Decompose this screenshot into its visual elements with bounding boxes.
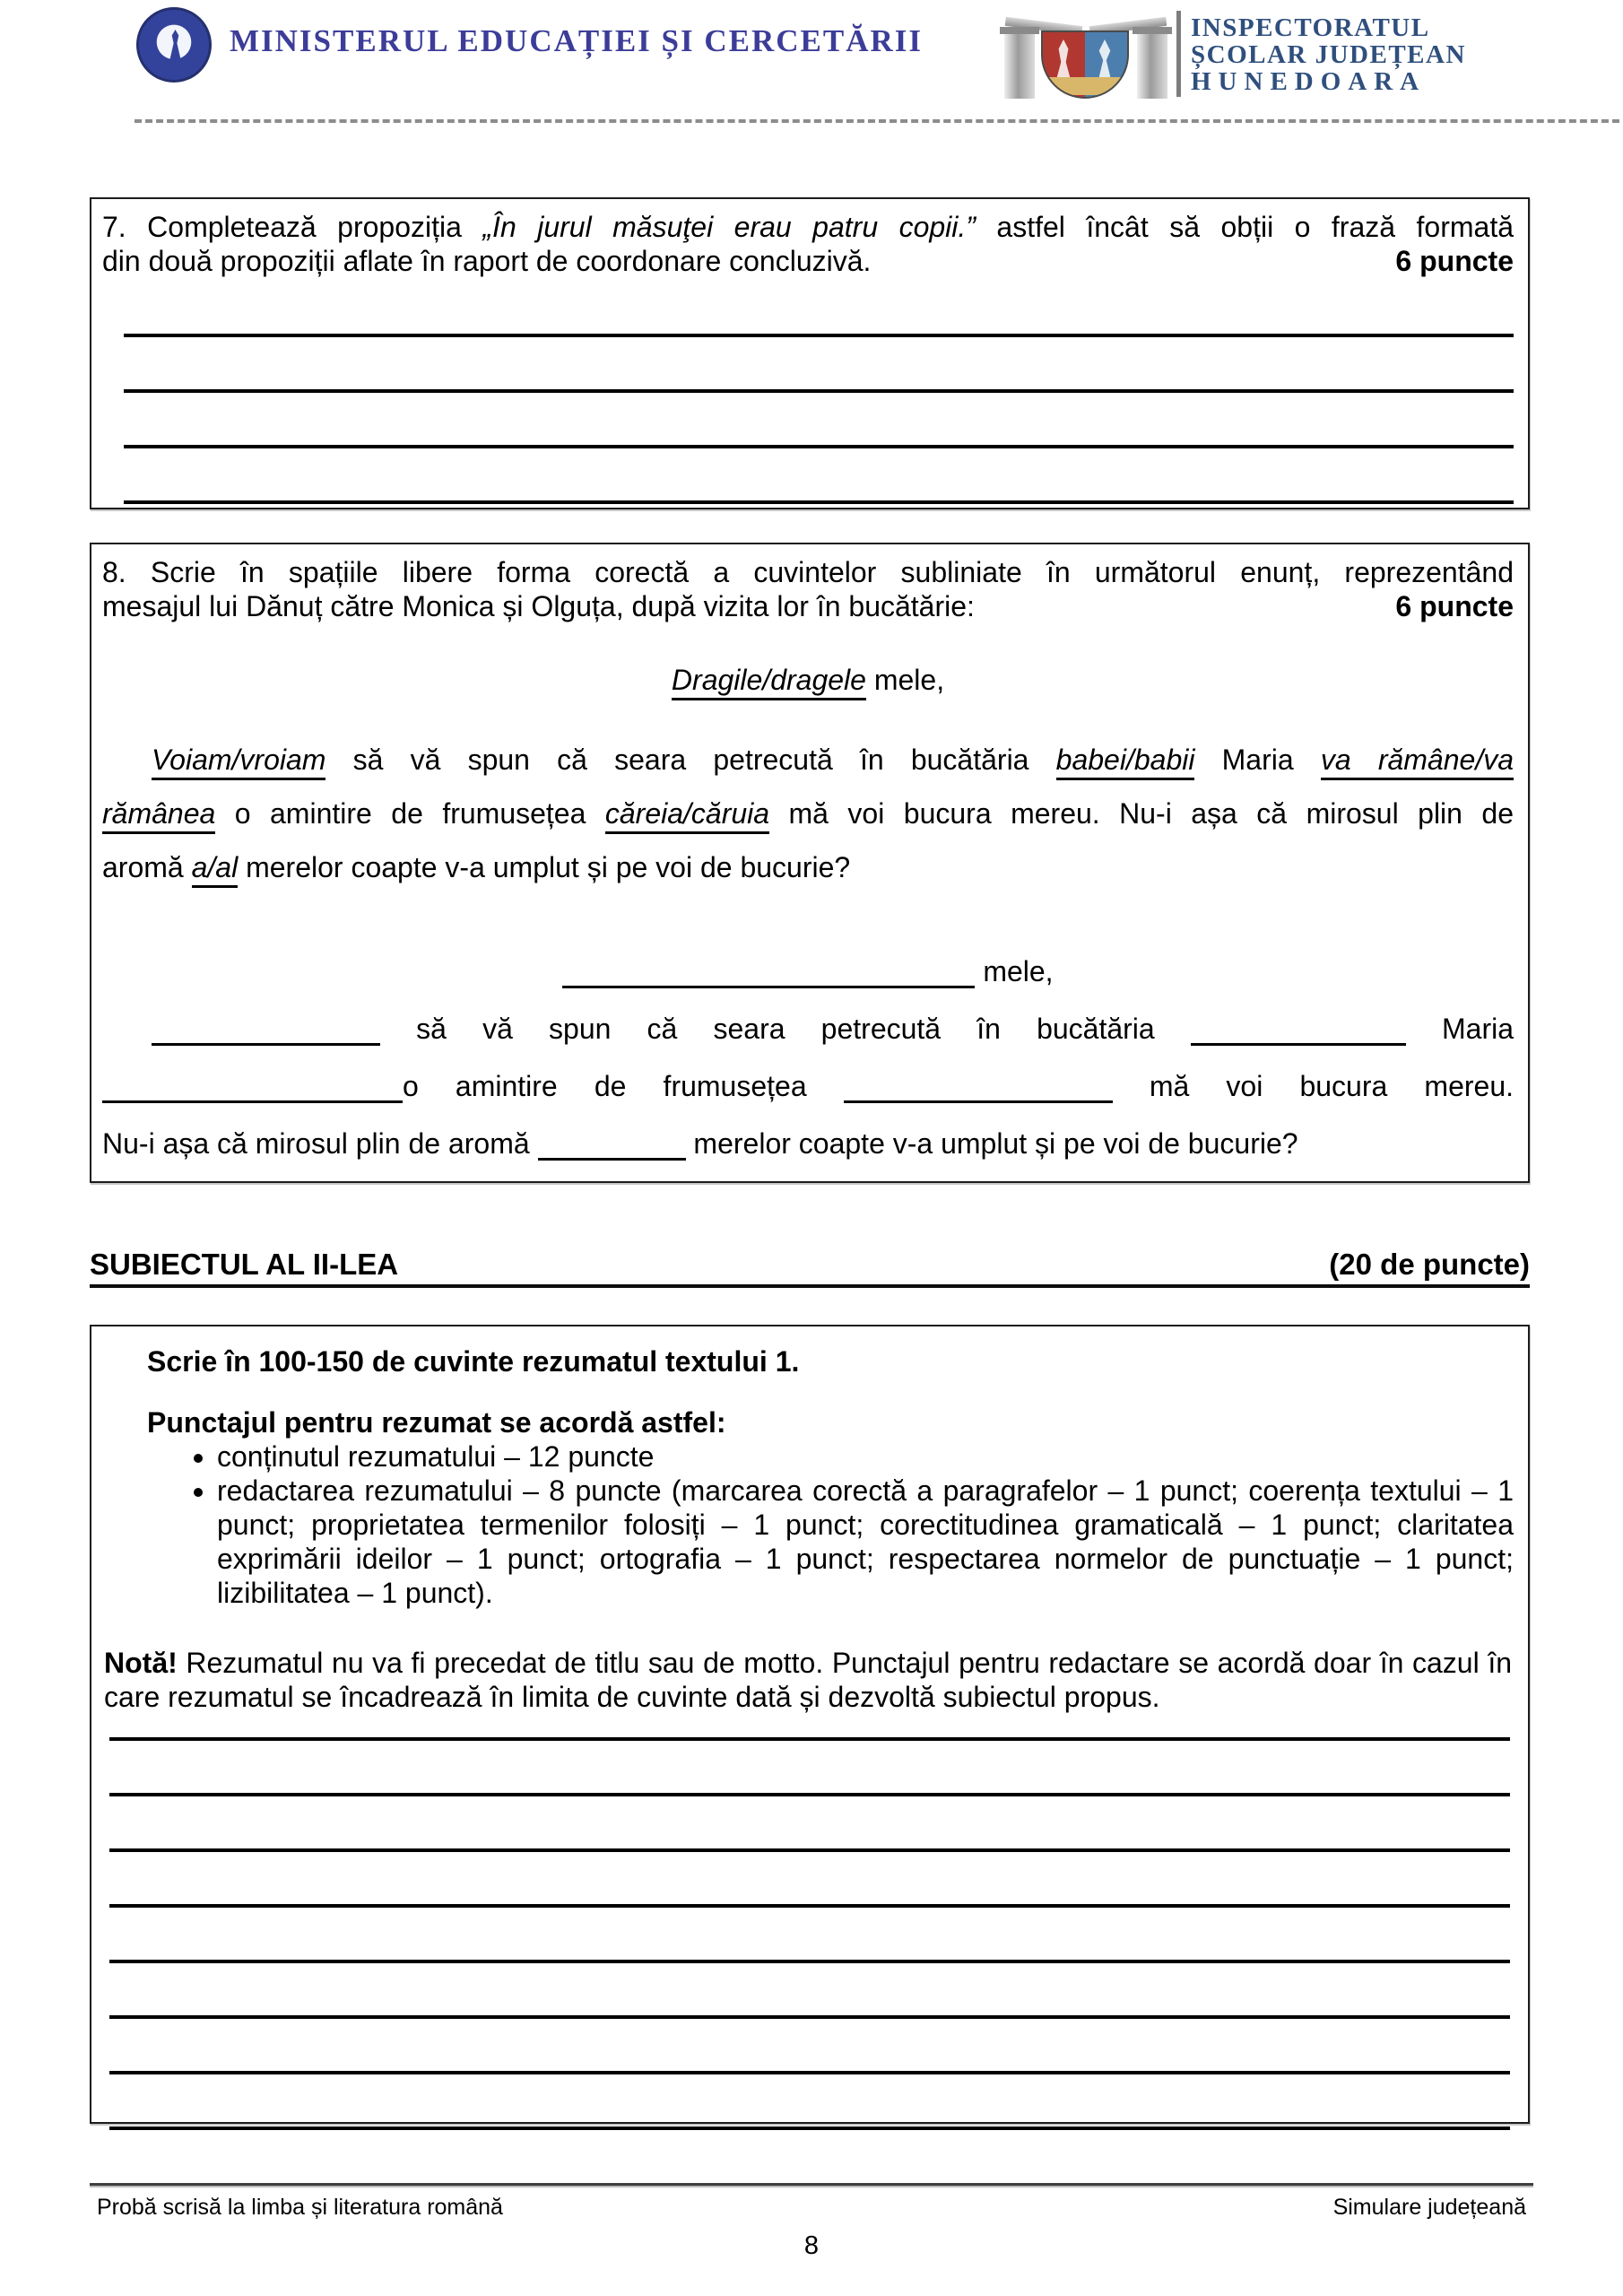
logo-column-left xyxy=(1004,34,1035,99)
question-7-line-2: din două propoziții aflate în raport de coordonare concluzivă. xyxy=(102,245,872,277)
logo-shield-gold-band xyxy=(1045,77,1129,95)
ministry-title: MINISTERUL EDUCAȚIEI ȘI CERCETĂRII xyxy=(230,23,924,58)
footer-exam-name: Probă scrisă la limba și literatura română xyxy=(97,2195,503,2220)
answer-line xyxy=(109,2074,1510,2130)
text-segment: „În jurul măsuţei erau patru copii.” xyxy=(482,211,976,243)
message-salutation xyxy=(102,663,1514,697)
text-segment: a/al xyxy=(192,851,239,888)
text-segment: Nu-i așa că mirosul plin de aromă xyxy=(102,1127,538,1160)
blank-underline xyxy=(102,1100,403,1103)
blank-underline xyxy=(562,985,975,988)
question-7-box xyxy=(90,197,1530,509)
text-segment: mă voi bucura mereu. xyxy=(1112,1070,1515,1102)
answer-line xyxy=(124,448,1514,504)
text-segment: Dragile/dragele xyxy=(672,664,866,700)
summary-answer-area xyxy=(109,1714,1510,2130)
text-segment: merelor coapte v-a umplut și pe voi de bucurie? xyxy=(238,851,851,883)
header-divider-bar xyxy=(1176,11,1181,97)
text-segment: merelor coapte v-a umplut și pe voi de bucurie? xyxy=(685,1127,1298,1160)
answer-line xyxy=(109,1741,1510,1796)
logo-coat-of-arms xyxy=(1041,30,1129,99)
subject-2-title: SUBIECTUL AL II-LEA xyxy=(90,1248,399,1281)
answer-line xyxy=(109,1963,1510,2019)
logo-column-capital-left xyxy=(1000,27,1039,34)
blank-underline xyxy=(844,1100,1113,1103)
text-segment: o amintire de frumusețea xyxy=(215,797,605,830)
message-line-2 xyxy=(102,787,1514,840)
summary-task: Scrie în 100-150 de cuvinte rezumatul textului 1. xyxy=(147,1345,800,1378)
inspectorate-logo xyxy=(998,9,1174,99)
summary-task-box xyxy=(90,1325,1530,2124)
note-label: Notă! xyxy=(104,1647,178,1679)
government-seal-logo xyxy=(136,7,212,83)
answer-line xyxy=(124,337,1514,393)
blank-underline xyxy=(1191,1042,1406,1046)
answer-line xyxy=(109,2019,1510,2074)
answer-line xyxy=(109,1852,1510,1908)
answer-line xyxy=(124,393,1514,448)
text-segment: rămânea xyxy=(102,797,215,834)
answer-line xyxy=(109,1714,1510,1741)
answer-line xyxy=(124,282,1514,337)
message-paragraph xyxy=(102,733,1514,894)
text-segment: astfel încât să obții o frază formată xyxy=(975,211,1514,243)
header-dashed-separator xyxy=(135,119,1619,123)
fill-line-1 xyxy=(102,1000,1514,1057)
logo-column-capital-right xyxy=(1133,27,1172,34)
answer-line xyxy=(109,1908,1510,1963)
text-segment: mele, xyxy=(865,664,945,696)
text-segment: să vă spun că seara petrecută în bucătăria xyxy=(325,744,1056,776)
footer-session-name: Simulare județeană xyxy=(1332,2195,1526,2220)
scoring-title: Punctajul pentru rezumat se acordă astfel: xyxy=(147,1406,726,1439)
fill-line-3 xyxy=(102,1115,1514,1172)
text-segment: căreia/căruia xyxy=(605,797,769,834)
question-7-text xyxy=(91,199,1528,278)
question-7-line-1 xyxy=(102,210,1514,244)
text-segment: mele, xyxy=(975,955,1054,987)
note-paragraph xyxy=(104,1646,1512,1714)
inspectorate-line-2: ȘCOLAR JUDEȚEAN xyxy=(1191,40,1466,69)
footer-separator xyxy=(90,2183,1533,2186)
fill-line-salutation xyxy=(102,943,1514,1000)
note-text: Rezumatul nu va fi precedat de titlu sau de motto. Punctajul pentru redactare se acordă doar în cazul în care rezumatul se încadrează în limita de cuvinte dată și dezvoltă subiectul propus. xyxy=(104,1647,1512,1713)
page-number: 8 xyxy=(803,2231,820,2260)
text-segment: Maria xyxy=(1405,1013,1514,1045)
logo-column-right xyxy=(1137,34,1167,99)
text-segment: Voiam/vroiam xyxy=(152,744,325,780)
question-8-line-2: mesajul lui Dănuț către Monica și Olguța, după vizita lor în bucătărie: xyxy=(102,590,975,622)
message-line-1 xyxy=(102,733,1514,787)
subject-2-points: (20 de puncte) xyxy=(1329,1248,1530,1281)
text-segment: va rămâne/va xyxy=(1321,744,1514,780)
scoring-item-content: • conținutul rezumatului – 12 puncte xyxy=(217,1439,1514,1474)
text-segment: 7. Completează propoziția xyxy=(102,211,483,243)
fill-line-2 xyxy=(102,1057,1514,1115)
answer-line xyxy=(109,1796,1510,1852)
inspectorate-line-3: HUNEDOARA xyxy=(1191,67,1427,96)
inspectorate-line-1: INSPECTORATUL xyxy=(1191,13,1430,42)
question-7-answer-area xyxy=(124,282,1514,504)
subject-2-heading xyxy=(90,1248,1530,1288)
fill-in-section xyxy=(102,943,1514,1172)
question-8-points: 6 puncte xyxy=(1395,590,1514,622)
text-segment: mă voi bucura mereu. Nu-i așa că mirosul plin de xyxy=(769,797,1515,830)
question-8-box xyxy=(90,543,1530,1183)
inspectorate-title xyxy=(1191,14,1466,95)
scoring-list xyxy=(102,1439,1514,1610)
text-segment: o amintire de frumusețea xyxy=(403,1070,844,1102)
blank-underline xyxy=(538,1157,686,1161)
question-8-line-1: 8. Scrie în spațiile libere forma corectă a cuvintelor subliniate în următorul enunț, reprezentând xyxy=(102,556,1514,588)
question-7-points: 6 puncte xyxy=(1395,245,1514,277)
blank-underline xyxy=(152,1042,380,1046)
text-segment: Maria xyxy=(1194,744,1321,776)
message-line-3 xyxy=(102,840,1514,894)
scoring-item-redaction: • redactarea rezumatului – 8 puncte (marcarea corectă a paragrafelor – 1 punct; coerența textului – 1 punct; proprietatea termenilor folosiți – 1 punct; corectitudinea gramaticală – 1 punct; claritatea exprimării ideilor – 1 punct; ortografia – 1 punct; respectarea normelor de punctuație – 1 punct; lizibilitatea – 1 punct). xyxy=(217,1474,1514,1610)
text-segment: aromă xyxy=(102,851,192,883)
text-segment: babei/babii xyxy=(1056,744,1195,780)
text-segment: să vă spun că seara petrecută în bucătăria xyxy=(380,1013,1191,1045)
